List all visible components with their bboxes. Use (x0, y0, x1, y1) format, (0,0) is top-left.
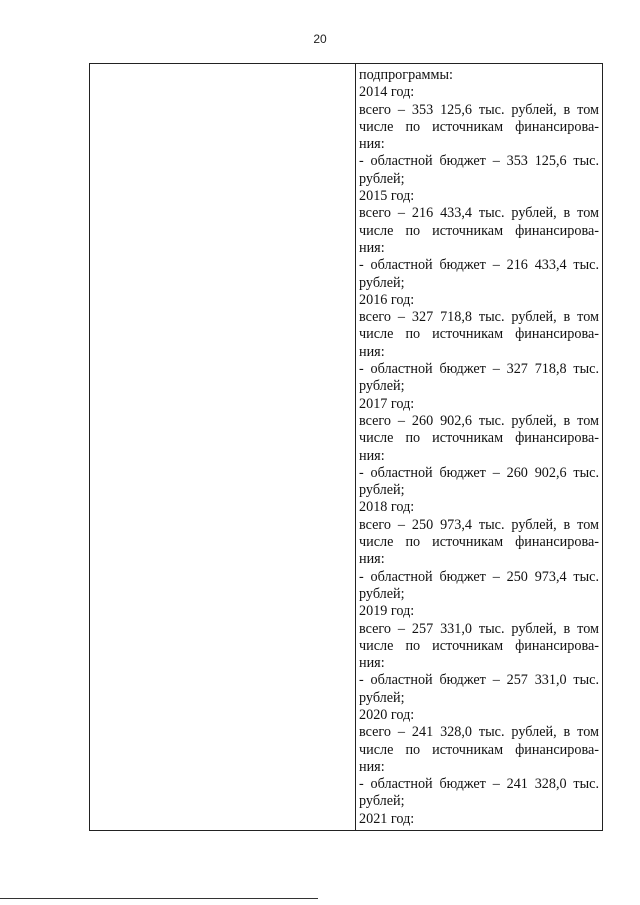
text-line: - областной бюджет – 250 973,4 тыс. (359, 568, 599, 585)
text-line: рублей; (359, 170, 405, 187)
text-line: 2021 год: (359, 810, 415, 827)
text-line: всего – 260 902,6 тыс. рублей, в том (359, 412, 599, 429)
text-line: 2017 год: (359, 395, 415, 412)
text-line: всего – 257 331,0 тыс. рублей, в том (359, 620, 599, 637)
text-line: рублей; (359, 585, 405, 602)
text-line: всего – 241 328,0 тыс. рублей, в том (359, 724, 599, 741)
text-line: ния: (359, 239, 385, 256)
text-line: числе по источникам финансирова- (359, 430, 599, 447)
text-line: рублей; (359, 274, 405, 291)
text-line: 2018 год: (359, 499, 415, 516)
text-line: ния: (359, 136, 385, 153)
text-line: всего – 216 433,4 тыс. рублей, в том (359, 205, 599, 222)
table-right-cell (356, 64, 602, 830)
text-line: ния: (359, 447, 385, 464)
text-line: числе по источникам финансирова- (359, 118, 599, 135)
text-line: - областной бюджет – 257 331,0 тыс. (359, 672, 599, 689)
text-line: всего – 353 125,6 тыс. рублей, в том (359, 101, 599, 118)
text-line: числе по источникам финансирова- (359, 637, 599, 654)
text-line: числе по источникам финансирова- (359, 741, 599, 758)
text-line: числе по источникам финансирова- (359, 534, 599, 551)
text-line: ния: (359, 343, 385, 360)
document-table (89, 63, 603, 831)
text-line: 2015 год: (359, 188, 415, 205)
text-line: всего – 327 718,8 тыс. рублей, в том (359, 309, 599, 326)
footnote-rule (0, 898, 318, 899)
table-left-cell (90, 64, 356, 830)
text-line: ния: (359, 758, 385, 775)
page-number: 20 (313, 32, 327, 46)
text-line: 2020 год: (359, 706, 415, 723)
text-line: рублей; (359, 482, 405, 499)
text-line: - областной бюджет – 241 328,0 тыс. (359, 776, 599, 793)
text-line: числе по источникам финансирова- (359, 222, 599, 239)
text-line: - областной бюджет – 260 902,6 тыс. (359, 464, 599, 481)
text-line: - областной бюджет – 327 718,8 тыс. (359, 361, 599, 378)
text-line: рублей; (359, 793, 405, 810)
text-line: ния: (359, 551, 385, 568)
text-line: ния: (359, 655, 385, 672)
text-line: всего – 250 973,4 тыс. рублей, в том (359, 516, 599, 533)
text-line: 2016 год: (359, 291, 415, 308)
text-line: рублей; (359, 689, 405, 706)
text-line: 2014 год: (359, 84, 415, 101)
text-line: - областной бюджет – 353 125,6 тыс. (359, 153, 599, 170)
text-line: - областной бюджет – 216 433,4 тыс. (359, 257, 599, 274)
text-line: подпрограммы: (359, 67, 453, 83)
text-line: рублей; (359, 378, 405, 395)
text-line: 2019 год: (359, 603, 415, 620)
text-line: числе по источникам финансирова- (359, 326, 599, 343)
